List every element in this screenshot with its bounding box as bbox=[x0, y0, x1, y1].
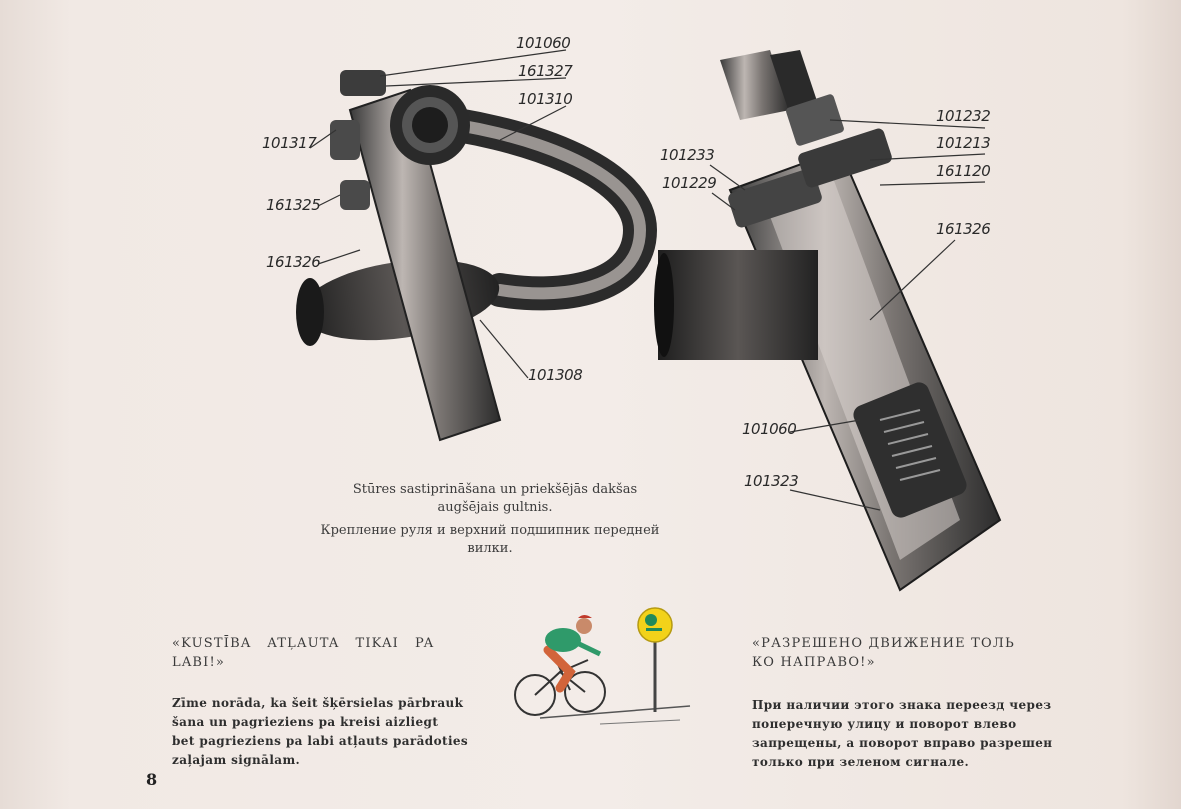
part-label: 161325 bbox=[266, 196, 321, 214]
sign-title-latvian bbox=[172, 634, 502, 672]
part-label: 101308 bbox=[528, 366, 583, 384]
title-line: КО НАПРАВО!» bbox=[752, 655, 876, 670]
title-line: «KUSTĪBA ATĻAUTA TIKAI PA bbox=[172, 636, 435, 651]
body-line: Zīme norāda, ka šeit šķērsielas pārbrauk bbox=[172, 696, 464, 710]
body-line: šana un pagrieziens pa kreisi aizliegt bbox=[172, 715, 439, 729]
figure-caption-latvian bbox=[300, 481, 690, 517]
sign-title-russian bbox=[752, 634, 1082, 672]
part-label: 161120 bbox=[936, 162, 991, 180]
part-label: 161326 bbox=[936, 220, 991, 238]
part-label: 161326 bbox=[266, 253, 321, 271]
title-line: LABI!» bbox=[172, 655, 226, 670]
part-label: 101060 bbox=[742, 420, 797, 438]
part-label: 101323 bbox=[744, 472, 799, 490]
part-label: 161327 bbox=[518, 62, 573, 80]
part-label: 101233 bbox=[660, 146, 715, 164]
body-line: zaļajam signālam. bbox=[172, 753, 301, 767]
sign-description-russian bbox=[752, 696, 1082, 772]
page-number: 8 bbox=[146, 770, 158, 789]
part-label: 101213 bbox=[936, 134, 991, 152]
part-label: 101229 bbox=[662, 174, 717, 192]
body-line: При наличии этого знака переезд через bbox=[752, 698, 1052, 712]
stem-illustration bbox=[296, 50, 640, 440]
title-line: «РАЗРЕШЕНО ДВИЖЕНИЕ ТОЛЬ bbox=[752, 636, 1015, 651]
body-line: поперечную улицу и поворот влево bbox=[752, 717, 1017, 731]
body-line: bet pagrieziens pa labi atļauts parādoties bbox=[172, 734, 469, 748]
sign-description-latvian bbox=[172, 694, 502, 770]
caption-line: augšējais gultnis. bbox=[437, 500, 553, 515]
part-label: 101060 bbox=[516, 34, 571, 52]
part-label: 101317 bbox=[262, 134, 317, 152]
figure-caption-russian bbox=[290, 522, 690, 558]
caption-line: Крепление руля и верхний подшипник передней bbox=[320, 523, 660, 538]
body-line: запрещены, а поворот вправо разрешен bbox=[752, 736, 1053, 750]
part-label: 101310 bbox=[518, 90, 573, 108]
part-label: 101232 bbox=[936, 107, 991, 125]
headset-illustration bbox=[654, 50, 1000, 590]
caption-line: Stūres sastiprināšana un priekšējās dakšas bbox=[352, 482, 638, 497]
cyclist-sign-illustration bbox=[515, 608, 690, 724]
caption-line: вилки. bbox=[467, 541, 513, 556]
body-line: только при зеленом сигнале. bbox=[752, 755, 970, 769]
